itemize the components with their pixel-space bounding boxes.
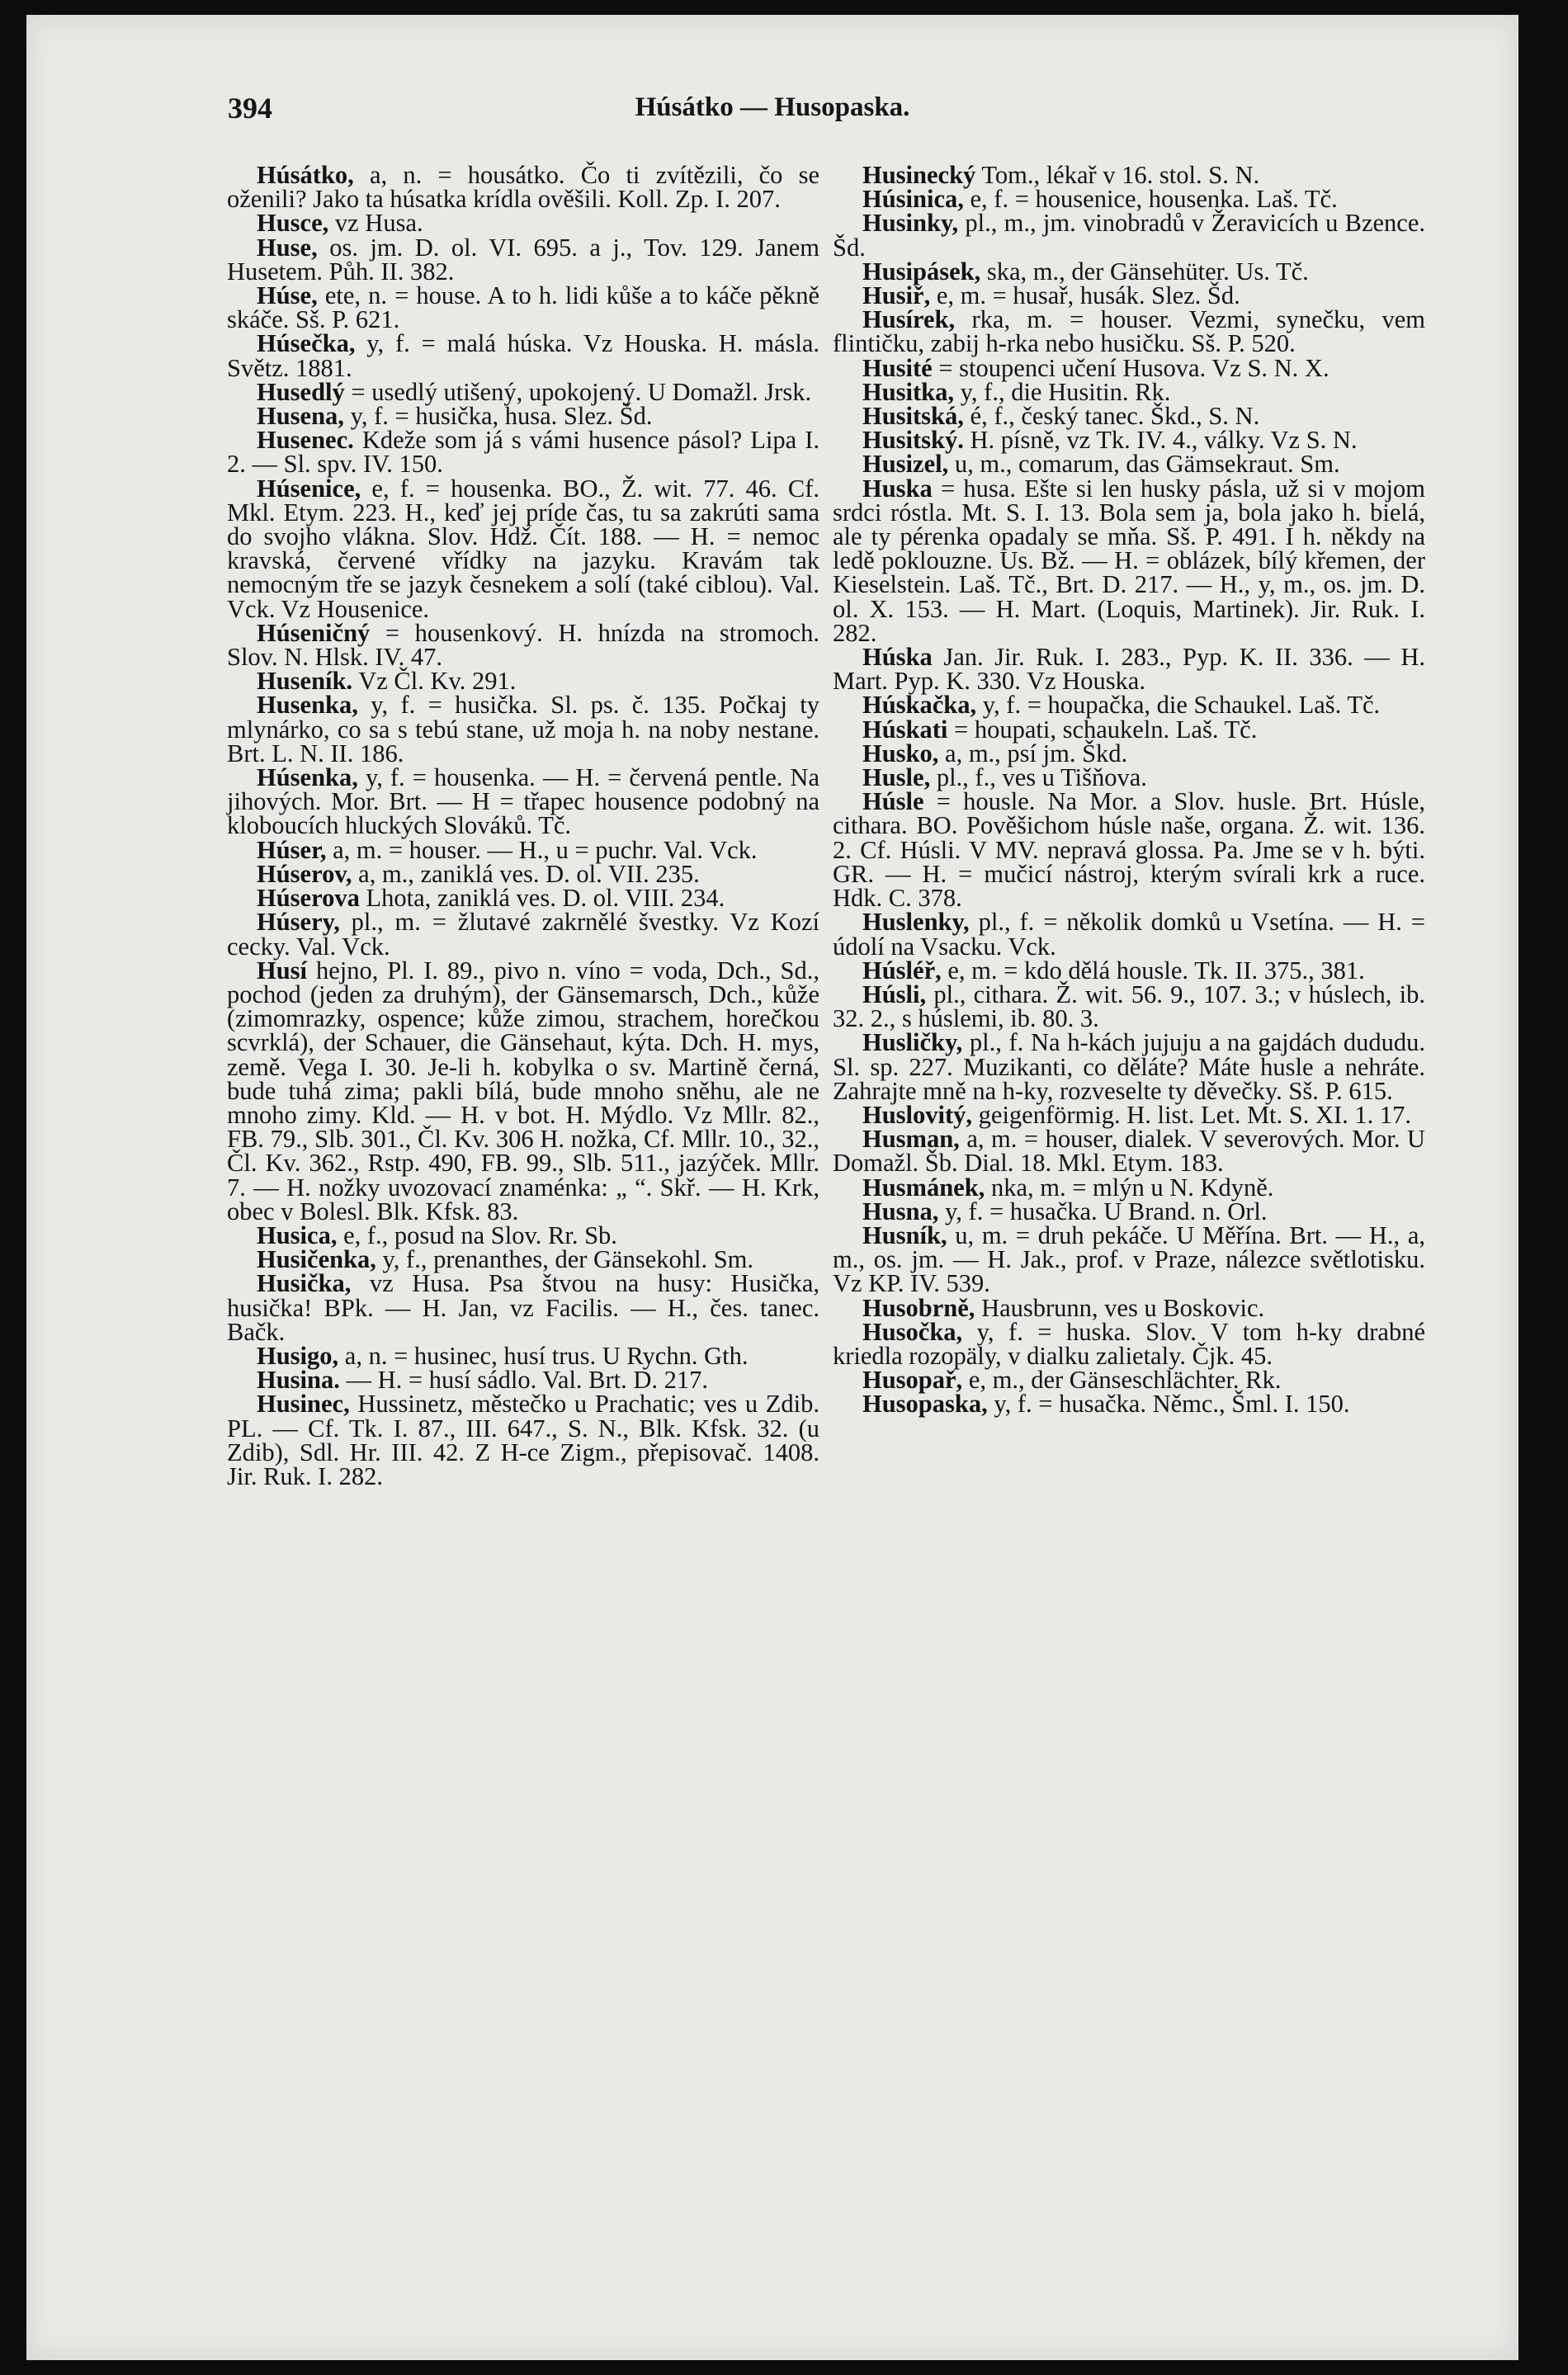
dictionary-entry (833, 1197, 1425, 1225)
dictionary-entry (227, 693, 819, 766)
entry-headword: Husírek, (862, 305, 956, 334)
entry-definition: Lhota, zaniklá ves. D. ol. VIII. 234. (359, 884, 725, 913)
entry-headword: Husobrně, (862, 1293, 975, 1322)
entry-definition: y, f., prenanthes, der Gänsekohl. Sm. (375, 1245, 754, 1274)
dictionary-entry (833, 1125, 1425, 1178)
dictionary-entry (833, 643, 1425, 696)
entry-definition: Kdeže som já s vámi husence pásol? Lipa I. 2. — Sl. spv. IV. 150. (227, 426, 819, 479)
dictionary-entry (227, 884, 819, 913)
entry-definition: vz Husa. Psa štvou na husy: Husička, husička! BPk. — H. Jan, vz Facilis. — H., čes. tanec. Bačk. (227, 1269, 819, 1346)
entry-definition: — H. = husí sádlo. Val. Brt. D. 217. (339, 1366, 709, 1395)
dictionary-entry (833, 1173, 1425, 1202)
entry-headword: Husitská, (862, 402, 964, 431)
entry-definition: pl., f. = několik domků u Vsetína. — H. = údolí na Vsacku. Vck. (833, 908, 1425, 961)
dictionary-page (26, 15, 1518, 2360)
dictionary-entry (833, 353, 1425, 382)
entry-headword: Husigo, (257, 1341, 339, 1370)
entry-headword: Husičenka, (257, 1245, 376, 1274)
dictionary-entry (227, 426, 819, 479)
dictionary-entry (833, 1317, 1425, 1370)
entry-definition: y, f. = housenka. — H. = červená pentle. Na jihových. Mor. Brt. — H = třapec housence podobný na kloboucích hluckých Slováků. Tč. (227, 763, 819, 840)
dictionary-entry (227, 209, 819, 238)
dictionary-entry (833, 739, 1425, 767)
entry-definition: Vz Čl. Kv. 291. (352, 667, 517, 696)
entry-headword: Huslenky, (862, 908, 970, 937)
entry-definition: pl., f., ves u Tišňova. (930, 763, 1147, 792)
dictionary-entry (833, 1221, 1425, 1298)
entry-definition: = housle. Na Mor. a Slov. husle. Brt. Húsle, cithara. BO. Pověšichom húsle naše, organa. Ž. wit. 136. 2. Cf. Húsli. V MV. nepravá glossa. Pa. Jme se v h. býti. GR. — H. = mučicí nástroj, kterým svírali krk a ruce. Hdk. C. 378. (833, 787, 1425, 913)
entry-headword: Húser, (257, 835, 327, 864)
entry-headword: Husmánek, (862, 1173, 985, 1202)
entry-headword: Huska (862, 474, 933, 503)
entry-definition: y, f. = huska. Slov. V tom h-ky drabné kriedla rozopäly, v dialku zalietaly. Čjk. 45. (833, 1317, 1425, 1370)
dictionary-entry (227, 233, 819, 286)
entry-definition: = husa. Ešte si len husky pásla, už si v mojom srdci róstla. Mt. S. I. 13. Bola sem ja, bola jako h. bielá, ale ty pérenka opadaly se mňa. Sš. P. 491. I h. někdy na ledě poklouzne. Us. Bž. — H. = oblázek, bílý křemen, der Kieselstein. Laš. Tč., Brt. D. 217. — H., y, m., os. jm. D. ol. X. 153. — H. Mart. (Loquis, Martinek). Jir. Ruk. I. 282. (833, 474, 1425, 647)
dictionary-entry (227, 1221, 819, 1249)
right-column (833, 163, 1425, 1417)
entry-headword: Húsenka, (257, 763, 358, 792)
entry-definition: Hausbrunn, ves u Boskovic. (975, 1293, 1265, 1322)
entry-headword: Husman, (862, 1125, 960, 1154)
dictionary-entry (227, 1245, 819, 1274)
entry-definition: y, f., die Husitin. Rk. (954, 377, 1171, 406)
entry-headword: Húsečka, (257, 329, 356, 358)
dictionary-entry (833, 450, 1425, 479)
dictionary-entry (833, 908, 1425, 961)
entry-headword: Husce, (257, 209, 329, 238)
entry-headword: Husí (257, 956, 308, 984)
dictionary-entry (833, 787, 1425, 913)
dictionary-entry (833, 980, 1425, 1033)
dictionary-entry (833, 715, 1425, 744)
entry-definition: a, m., zaniklá ves. D. ol. VII. 235. (352, 859, 700, 888)
entry-definition: os. jm. D. ol. VI. 695. a j., Tov. 129. Janem Husetem. Půh. II. 382. (227, 233, 819, 286)
entry-headword: Húse, (257, 281, 318, 310)
entry-definition: a, m. = houser, dialek. V severových. Mor. U Domažl. Šb. Dial. 18. Mkl. Etym. 183. (833, 1125, 1425, 1178)
entry-definition: a, m., psí jm. Škd. (938, 739, 1128, 767)
entry-headword: Húska (862, 643, 933, 672)
entry-definition: a, n. = husinec, husí trus. U Rychn. Gth. (338, 1341, 749, 1370)
dictionary-entry (227, 402, 819, 431)
dictionary-entry (833, 163, 1425, 187)
entry-headword: Husopař, (862, 1366, 963, 1395)
dictionary-entry (833, 257, 1425, 286)
dictionary-entry (833, 956, 1425, 984)
dictionary-entry (227, 859, 819, 888)
dictionary-entry (833, 1390, 1425, 1419)
entry-definition: geigenförmig. H. list. Let. Mt. S. XI. 1. 17. (972, 1100, 1412, 1129)
entry-definition: e, f., posud na Slov. Rr. Sb. (337, 1221, 617, 1249)
entry-definition: y, f. = husička, husa. Slez. Šd. (343, 402, 653, 431)
entry-definition: nka, m. = mlýn u N. Kdyně. (985, 1173, 1274, 1202)
dictionary-entry (227, 329, 819, 382)
entry-definition: e, f. = housenice, housenka. Laš. Tč. (963, 185, 1338, 214)
dictionary-entry (833, 1293, 1425, 1322)
entry-headword: Husník, (862, 1221, 947, 1249)
entry-headword: Husinky, (862, 209, 959, 238)
entry-headword: Husopaska, (862, 1390, 988, 1419)
entry-headword: Húskačka, (862, 691, 977, 720)
entry-headword: Husizel, (862, 450, 949, 479)
entry-definition: = usedlý utišený, upokojený. U Domažl. Jrsk. (344, 377, 812, 406)
entry-definition: = stoupenci učení Husova. Vz S. N. X. (932, 353, 1329, 382)
entry-definition: pl., f. Na h-kách jujuju a na gajdách dududu. Sl. sp. 227. Muzikanti, co děláte? Máte husle a nehráte. Zahrajte mně na h-ky, rozveselte ty děvečky. Sš. P. 615. (833, 1028, 1425, 1105)
entry-definition: Tom., lékař v 16. stol. S. N. (975, 161, 1260, 189)
entry-definition: e, m. = husař, husák. Slez. Šd. (930, 281, 1240, 310)
entry-definition: ska, m., der Gänsehüter. Us. Tč. (980, 257, 1309, 286)
entry-headword: Husité (862, 353, 933, 382)
entry-definition: e, m. = kdo dělá housle. Tk. II. 375., 381. (941, 956, 1365, 984)
entry-definition: = housenkový. H. hnízda na stromoch. Slov. N. Hlsk. IV. 47. (227, 618, 819, 672)
dictionary-entry (227, 1269, 819, 1346)
entry-headword: Húsenice, (257, 474, 361, 503)
entry-headword: Husinecký (862, 161, 976, 189)
entry-headword: Husička, (257, 1269, 352, 1298)
entry-headword: Huseník. (257, 667, 353, 696)
dictionary-entry (227, 474, 819, 623)
dictionary-entry (833, 426, 1425, 455)
entry-definition: e, f. = housenka. BO., Ž. wit. 77. 46. Cf. Mkl. Etym. 223. H., keď jej príde čas, tu sa zakrúti sama do svojho vlákna. Slov. Hdž. Čít. 188. — H. = nemoc kravská, červené vřídky na jazyku. Kravám tak nemocným tře se jazyk česnekem a solí (také ciblou). Val. Vck. Vz Housenice. (227, 474, 819, 623)
running-head: Húsátko — Husopaska. (635, 92, 910, 122)
entry-headword: Husedlý (257, 377, 345, 406)
dictionary-entry (833, 1028, 1425, 1105)
entry-headword: Húsle (862, 787, 924, 816)
dictionary-entry (833, 305, 1425, 358)
page-header (26, 91, 1518, 132)
entry-headword: Húskati (862, 715, 948, 744)
dictionary-entry (227, 1392, 819, 1489)
dictionary-entry (227, 908, 819, 961)
entry-headword: Húsery, (257, 908, 340, 937)
dictionary-entry (227, 956, 819, 1225)
entry-definition: y, f. = husačka. U Brand. n. Orl. (938, 1197, 1268, 1225)
entry-headword: Husočka, (862, 1317, 963, 1346)
entry-definition: a, m. = houser. — H., u = puchr. Val. Vck. (326, 835, 758, 864)
entry-definition: = houpati, schaukeln. Laš. Tč. (947, 715, 1258, 744)
entry-headword: Húsinica, (862, 185, 964, 214)
dictionary-entry (833, 763, 1425, 792)
dictionary-entry (833, 691, 1425, 720)
dictionary-entry (227, 1341, 819, 1370)
dictionary-entry (833, 281, 1425, 310)
entry-headword: Husipásek, (862, 257, 981, 286)
entry-headword: Húserov, (257, 859, 352, 888)
dictionary-entry (833, 402, 1425, 431)
entry-definition: ete, n. = house. A to h. lidi kůše a to káče pěkně skáče. Sš. P. 621. (227, 281, 819, 334)
entry-definition: e, m., der Gänseschlächter. Rk. (962, 1366, 1282, 1395)
entry-headword: Husinec, (257, 1390, 350, 1419)
entry-definition: H. písně, vz Tk. IV. 4., války. Vz S. N. (963, 426, 1358, 455)
entry-headword: Husličky, (862, 1028, 963, 1057)
entry-definition: Jan. Jir. Ruk. I. 283., Pyp. K. II. 336. — H. Mart. Pyp. K. 330. Vz Houska. (833, 643, 1425, 696)
dictionary-entry (833, 377, 1425, 406)
entry-definition: y, f. = husačka. Němc., Šml. I. 150. (987, 1390, 1350, 1419)
entry-headword: Husna, (862, 1197, 939, 1225)
entry-definition: é, f., český tanec. Škd., S. N. (963, 402, 1260, 431)
dictionary-entry (227, 161, 819, 214)
entry-headword: Husena, (257, 402, 344, 431)
dictionary-entry (833, 1100, 1425, 1129)
entry-headword: Husina. (257, 1366, 340, 1395)
entry-headword: Húserova (257, 884, 360, 913)
entry-definition: pl., m. = žlutavé zakrnělé švestky. Vz Kozí cecky. Val. Vck. (227, 908, 819, 961)
entry-headword: Husica, (257, 1221, 338, 1249)
dictionary-entry (227, 618, 819, 672)
entry-headword: Husko, (862, 739, 939, 767)
entry-definition: u, m., comarum, das Gämsekraut. Sm. (948, 450, 1340, 479)
dictionary-entry (833, 1366, 1425, 1395)
entry-headword: Husle, (862, 763, 931, 792)
entry-definition: a, n. = housátko. Čo ti zvítězili, čo se oženili? Jako ta húsatka krídla ověšili. Koll. Zp. I. 207. (227, 161, 819, 214)
left-column (227, 163, 819, 1489)
entry-headword: Húsli, (862, 980, 927, 1008)
entry-definition: Hussinetz, městečko u Prachatic; ves u Zdib. PL. — Cf. Tk. I. 87., III. 647., S. N., Blk. Kfsk. 32. (u Zdib), Sdl. Hr. III. 42. Z H-ce Zigm., přepisovač. 1408. Jir. Ruk. I. 282. (227, 1390, 819, 1490)
page-number: 394 (228, 92, 272, 125)
dictionary-entry (227, 667, 819, 696)
entry-definition: y, f. = malá húska. Vz Houska. H. másla. Světz. 1881. (227, 329, 819, 382)
entry-headword: Huse, (257, 233, 318, 262)
entry-definition: y, f. = husička. Sl. ps. č. 135. Počkaj ty mlynárko, co sa s tebú stane, už moja h. na noby nestane. Brt. L. N. II. 186. (227, 691, 819, 767)
entry-headword: Húsátko, (257, 161, 354, 189)
entry-headword: Husitský. (862, 426, 964, 455)
entry-definition: rka, m. = houser. Vezmi, synečku, vem flintičku, zabij h-rka nebo husičku. Sš. P. 520. (833, 305, 1425, 358)
entry-headword: Húsléř, (862, 956, 942, 984)
entry-headword: Husenec. (257, 426, 354, 455)
entry-headword: Húseničný (257, 618, 371, 647)
entry-headword: Husitka, (862, 377, 955, 406)
dictionary-entry (833, 209, 1425, 262)
dictionary-entry (227, 835, 819, 864)
entry-headword: Husenka, (257, 691, 358, 720)
dictionary-entry (227, 763, 819, 840)
dictionary-entry (227, 1366, 819, 1395)
dictionary-entry (227, 281, 819, 334)
entry-definition: y, f. = houpačka, die Schaukel. Laš. Tč. (976, 691, 1381, 720)
entry-definition: pl., cithara. Ž. wit. 56. 9., 107. 3.; v húslech, ib. 32. 2., s húslemi, ib. 80. 3. (833, 980, 1425, 1033)
entry-headword: Huslovitý, (862, 1100, 973, 1129)
dictionary-entry (833, 474, 1425, 647)
dictionary-entry (227, 377, 819, 406)
entry-definition: pl., m., jm. vinobradů v Žeravicích u Bzence. Šd. (833, 209, 1425, 262)
entry-definition: vz Husa. (328, 209, 423, 238)
entry-definition: u, m. = druh pekáče. U Měřína. Brt. — H., a, m., os. jm. — H. Jak., prof. v Praze, nálezce světlotisku. Vz KP. IV. 539. (833, 1221, 1425, 1298)
entry-definition: hejno, Pl. I. 89., pivo n. víno = voda, Dch., Sd., pochod (jeden za druhým), der Gänsemarsch, Dch., kůže (zimomrazky, ospence; kůže zimou, strachem, horečkou scvrklá), der Schauer, die Gänsehaut, kýta. Dch. H. mys, země. Vega I. 30. Je-li h. kobylka o sv. Martině černá, bude tuhá zima; pakli bílá, bude mnoho sněhu, ale ne mnoho zimy. Kld. — H. v bot. H. Mýdlo. Vz Mllr. 82., FB. 79., Slb. 301., Čl. Kv. 306 H. nožka, Cf. Mllr. 10., 32., Čl. Kv. 362., Rstp. 490, FB. 99., Slb. 511., jazýček. Mllr. 7. — H. nožky uvozovací znaménka: „ “. Skř. — H. Krk, obec v Bolesl. Blk. Kfsk. 83. (227, 956, 819, 1225)
entry-headword: Husiř, (862, 281, 931, 310)
